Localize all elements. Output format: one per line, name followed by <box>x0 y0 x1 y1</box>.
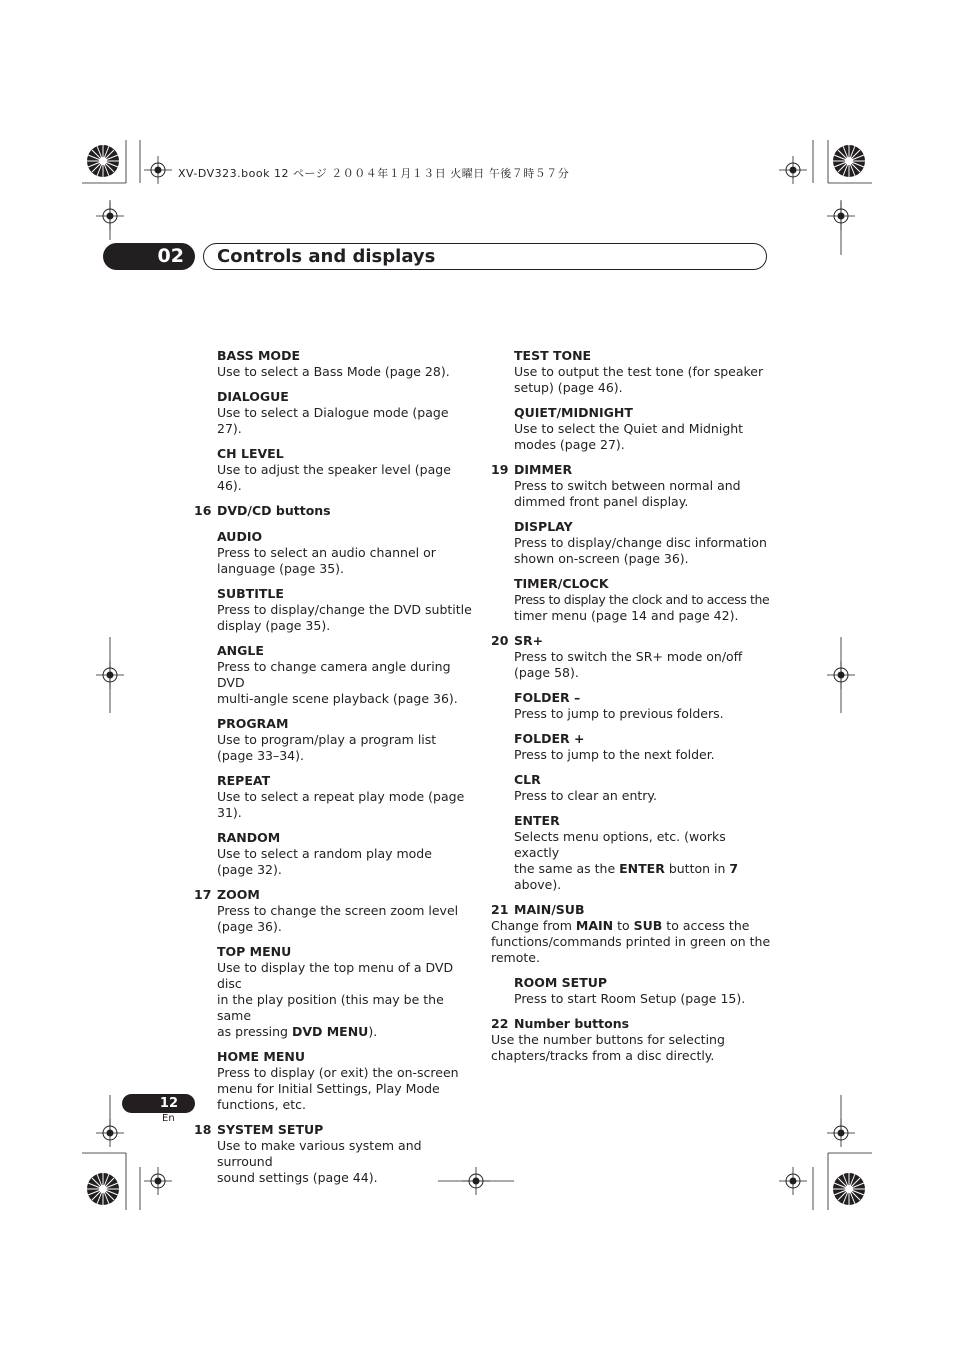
entry-description: (page 36). <box>217 919 282 934</box>
entry-clr <box>491 772 771 804</box>
entry-heading: HOME MENU <box>217 1049 306 1064</box>
entry-heading: ROOM SETUP <box>514 975 608 990</box>
entry-quiet-midnight <box>491 405 771 453</box>
desc-bold: MAIN <box>575 918 614 933</box>
entry-description: Use to select the Quiet and Midnight <box>514 421 744 436</box>
entry-description: Use to select a repeat play mode (page 31). <box>217 789 465 820</box>
entry-number: 18 <box>194 1122 212 1137</box>
entry-description: display (page 35). <box>217 618 331 633</box>
entry-description: Use to select a Dialogue mode (page 27). <box>217 405 449 436</box>
entry-description: Press to change the screen zoom level <box>217 903 459 918</box>
entry-top-menu <box>194 944 474 1040</box>
entry-description: Selects menu options, etc. (works exactly <box>514 829 726 860</box>
entry-enter <box>491 813 771 893</box>
entry-heading: Number buttons <box>514 1016 630 1031</box>
entry-bass-mode <box>194 348 474 380</box>
entry-angle <box>194 643 474 707</box>
desc-text: above). <box>514 877 562 892</box>
desc-bold: ENTER <box>619 861 665 876</box>
entry-dimmer <box>491 462 771 510</box>
entry-note: Use the number buttons for selecting <box>491 1032 725 1047</box>
entry-number: 20 <box>491 633 509 648</box>
desc-text: button in <box>664 861 730 876</box>
entry-description: functions, etc. <box>217 1097 306 1112</box>
entry-heading: BASS MODE <box>217 348 300 363</box>
entry-heading: RANDOM <box>217 830 281 845</box>
desc-text: to access the <box>662 918 750 933</box>
entry-description: Press to switch between normal and <box>514 478 741 493</box>
entry-heading: ENTER <box>514 813 560 828</box>
entry-heading: PROGRAM <box>217 716 289 731</box>
entry-description: multi-angle scene playback (page 36). <box>217 691 458 706</box>
entry-description: in the play position (this may be the same <box>217 992 444 1023</box>
entry-folder-minus <box>491 690 771 722</box>
entry-ch-level <box>194 446 474 494</box>
entry-heading: DIALOGUE <box>217 389 289 404</box>
entry-heading: TOP MENU <box>217 944 292 959</box>
entry-description: setup) (page 46). <box>514 380 623 395</box>
desc-bold: DVD MENU <box>291 1024 369 1039</box>
entry-heading: DISPLAY <box>514 519 573 534</box>
entry-description: Press to switch the SR+ mode on/off <box>514 649 743 664</box>
entry-heading: ANGLE <box>217 643 264 658</box>
entry-description: Press to display (or exit) the on-screen <box>217 1065 459 1080</box>
entry-main-sub <box>491 902 771 966</box>
entry-dialogue <box>194 389 474 437</box>
entry-heading: TIMER/CLOCK <box>514 576 609 591</box>
entry-heading: SR+ <box>514 633 544 648</box>
desc-text: ). <box>368 1024 378 1039</box>
entry-heading: QUIET/MIDNIGHT <box>514 405 633 420</box>
entry-number: 21 <box>491 902 509 917</box>
desc-text: Change from <box>491 918 576 933</box>
entry-description: modes (page 27). <box>514 437 625 452</box>
entry-number: 19 <box>491 462 509 477</box>
entry-description: Use to output the test tone (for speaker <box>514 364 764 379</box>
entry-description: dimmed front panel display. <box>514 494 689 509</box>
entry-description: Press to jump to previous folders. <box>514 706 724 721</box>
entry-description: Press to display/change disc information <box>514 535 767 550</box>
entry-note: functions/commands printed in green on the <box>491 934 771 949</box>
entry-heading: SUBTITLE <box>217 586 284 601</box>
entry-description: timer menu (page 14 and page 42). <box>514 608 739 623</box>
entry-heading: FOLDER + <box>514 731 585 746</box>
entry-heading: DVD/CD buttons <box>217 503 331 518</box>
entry-description: Press to display/change the DVD subtitle <box>217 602 472 617</box>
entry-description: Press to select an audio channel or <box>217 545 436 560</box>
entry-zoom <box>194 887 474 935</box>
entry-room-setup <box>491 975 771 1007</box>
entry-description: (page 32). <box>217 862 282 877</box>
entry-number: 16 <box>194 503 212 518</box>
entry-heading: REPEAT <box>217 773 271 788</box>
entry-description: Use to select a random play mode <box>217 846 432 861</box>
entry-description: shown on-screen (page 36). <box>514 551 689 566</box>
entry-sr-plus <box>491 633 771 681</box>
entry-test-tone <box>491 348 771 396</box>
entry-description: Use to display the top menu of a DVD disc <box>217 960 454 991</box>
right-column <box>491 348 771 1073</box>
entry-number: 17 <box>194 887 212 902</box>
entry-audio <box>194 529 474 577</box>
left-column <box>194 348 474 1195</box>
entry-heading: CH LEVEL <box>217 446 284 461</box>
entry-note: chapters/tracks from a disc directly. <box>491 1048 715 1063</box>
entry-description: Press to display the clock and to access the <box>514 592 770 607</box>
entry-description: Use to program/play a program list <box>217 732 437 747</box>
entry-description: Press to start Room Setup (page 15). <box>514 991 746 1006</box>
entry-program <box>194 716 474 764</box>
entry-description: Press to clear an entry. <box>514 788 657 803</box>
entry-display <box>491 519 771 567</box>
desc-text: to <box>613 918 634 933</box>
desc-bold: SUB <box>633 918 663 933</box>
entry-repeat <box>194 773 474 821</box>
entry-number: 22 <box>491 1016 509 1031</box>
page-number: 12 <box>122 1094 195 1113</box>
book-info-line: XV-DV323.book 12 ページ ２００４年１月１３日 火曜日 午後７時５７分 <box>178 167 570 180</box>
entry-description <box>217 1024 474 1040</box>
entry-number-buttons <box>491 1016 771 1064</box>
entry-folder-plus <box>491 731 771 763</box>
entry-heading: AUDIO <box>217 529 263 544</box>
entry-note <box>491 918 771 934</box>
entry-description: sound settings (page 44). <box>217 1170 378 1185</box>
entry-heading: DIMMER <box>514 462 573 477</box>
entry-description: Press to jump to the next folder. <box>514 747 715 762</box>
entry-description: (page 58). <box>514 665 579 680</box>
entry-heading: ZOOM <box>217 887 260 902</box>
entry-heading: FOLDER – <box>514 690 581 705</box>
chapter-title: Controls and displays <box>217 246 436 267</box>
entry-system-setup <box>194 1122 474 1186</box>
entry-note: remote. <box>491 950 540 965</box>
entry-description <box>514 861 771 893</box>
desc-bold: 7 <box>729 861 739 876</box>
desc-text: as pressing <box>217 1024 292 1039</box>
entry-heading: CLR <box>514 772 541 787</box>
desc-text: the same as the <box>514 861 620 876</box>
entry-description: Use to make various system and surround <box>217 1138 422 1169</box>
page-language: En <box>162 1113 175 1124</box>
entry-description: language (page 35). <box>217 561 344 576</box>
entry-subtitle <box>194 586 474 634</box>
entry-description: (page 33–34). <box>217 748 304 763</box>
entry-description: Use to select a Bass Mode (page 28). <box>217 364 450 379</box>
entry-description: Press to change camera angle during DVD <box>217 659 451 690</box>
chapter-number: 02 <box>103 243 195 270</box>
entry-home-menu <box>194 1049 474 1113</box>
entry-description: menu for Initial Settings, Play Mode <box>217 1081 440 1096</box>
entry-random <box>194 830 474 878</box>
entry-heading: SYSTEM SETUP <box>217 1122 324 1137</box>
entry-heading: MAIN/SUB <box>514 902 585 917</box>
entry-timer-clock <box>491 576 771 624</box>
entry-dvd-cd-buttons <box>194 503 474 519</box>
entry-description: Use to adjust the speaker level (page 46). <box>217 462 451 493</box>
entry-heading: TEST TONE <box>514 348 592 363</box>
